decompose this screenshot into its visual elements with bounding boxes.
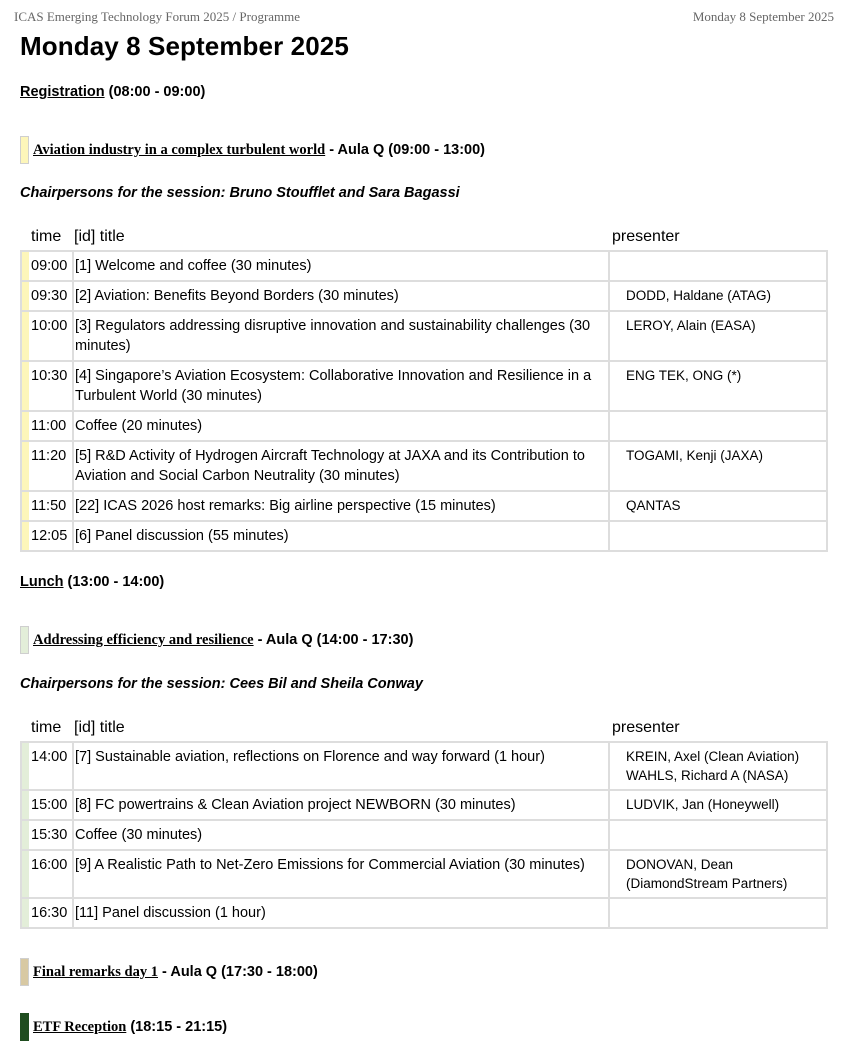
row-title: [22] ICAS 2026 host remarks: Big airline perspective (15 minutes): [73, 491, 609, 521]
row-presenter: [609, 311, 827, 361]
row-color-bar: [21, 820, 29, 850]
table-row: [21, 251, 827, 281]
table-header-row: [21, 715, 827, 742]
row-presenter: [609, 491, 827, 521]
row-title: [4] Singapore’s Aviation Ecosystem: Collaborative Innovation and Resilience in a Turbulent World (30 minutes): [73, 361, 609, 411]
row-presenter: [609, 742, 827, 790]
presenter-name: QANTAS: [626, 498, 681, 513]
session-programme-table: [20, 224, 828, 552]
presenter-name: DONOVAN, Dean (DiamondStream Partners): [626, 857, 788, 891]
presenter-name: WAHLS, Richard A (NASA): [626, 768, 789, 783]
row-presenter: [609, 251, 827, 281]
row-color-bar: [21, 742, 29, 790]
row-title: [9] A Realistic Path to Net-Zero Emissions for Commercial Aviation (30 minutes): [73, 850, 609, 898]
row-color-bar: [21, 411, 29, 441]
row-color-bar: [21, 251, 29, 281]
session-chairs: Chairpersons for the session: Cees Bil and Sheila Conway: [20, 676, 423, 692]
row-title: [5] R&D Activity of Hydrogen Aircraft Technology at JAXA and its Contribution to Aviation and Social Carbon Neutrality (30 minutes): [73, 441, 609, 491]
row-time: 11:50: [29, 491, 73, 521]
row-color-bar: [21, 361, 29, 411]
row-time: 09:00: [29, 251, 73, 281]
table-body: [21, 742, 827, 928]
table-row: [21, 820, 827, 850]
reception-time: (18:15 - 21:15): [130, 1019, 228, 1035]
table-body: [21, 251, 827, 551]
row-color-bar: [21, 281, 29, 311]
row-presenter: [609, 281, 827, 311]
row-presenter: [609, 850, 827, 898]
row-presenter: [609, 441, 827, 491]
row-presenter: [609, 898, 827, 928]
row-time: 15:00: [29, 790, 73, 820]
session-chairs: Chairpersons for the session: Bruno Stoufflet and Sara Bagassi: [20, 185, 460, 201]
lunch-link[interactable]: Lunch: [20, 574, 64, 590]
session-programme-table: [20, 715, 828, 929]
row-time: 16:30: [29, 898, 73, 928]
row-time: 14:00: [29, 742, 73, 790]
lunch-line: [20, 574, 164, 590]
column-header-title: [id] title: [74, 719, 125, 736]
row-presenter: [609, 411, 827, 441]
row-title: [2] Aviation: Benefits Beyond Borders (30 minutes): [73, 281, 609, 311]
session-color-marker: [20, 958, 29, 986]
lunch-time: (13:00 - 14:00): [67, 574, 165, 590]
row-title: [3] Regulators addressing disruptive innovation and sustainability challenges (30 minutes): [73, 311, 609, 361]
row-title: Coffee (20 minutes): [73, 411, 609, 441]
registration-time: (08:00 - 09:00): [108, 84, 206, 100]
table-row: [21, 790, 827, 820]
row-color-bar: [21, 491, 29, 521]
row-time: 10:00: [29, 311, 73, 361]
registration-line: [20, 84, 205, 100]
row-presenter: [609, 820, 827, 850]
table-row: [21, 361, 827, 411]
row-color-bar: [21, 790, 29, 820]
table-row: [21, 850, 827, 898]
row-color-bar: [21, 441, 29, 491]
row-time: 15:30: [29, 820, 73, 850]
row-color-bar: [21, 521, 29, 551]
row-time: 10:30: [29, 361, 73, 411]
row-color-bar: [21, 850, 29, 898]
table-row: [21, 521, 827, 551]
row-title: Coffee (30 minutes): [73, 820, 609, 850]
final-remarks-location-time: - Aula Q (17:30 - 18:00): [162, 964, 318, 980]
row-color-bar: [21, 898, 29, 928]
table-row: [21, 311, 827, 361]
session-title-link[interactable]: Addressing efficiency and resilience: [33, 632, 254, 648]
column-header-time: time: [31, 228, 62, 245]
row-time: 16:00: [29, 850, 73, 898]
presenter-name: TOGAMI, Kenji (JAXA): [626, 448, 764, 463]
presenter-name: ENG TEK, ONG (*): [626, 368, 742, 383]
row-time: 11:20: [29, 441, 73, 491]
row-presenter: [609, 361, 827, 411]
reception-link[interactable]: ETF Reception: [33, 1019, 127, 1035]
final-remarks-link[interactable]: Final remarks day 1: [33, 964, 158, 980]
row-time: 12:05: [29, 521, 73, 551]
column-header-title: [id] title: [74, 228, 125, 245]
row-presenter: [609, 790, 827, 820]
table-row: [21, 898, 827, 928]
session-location-time: - Aula Q (14:00 - 17:30): [257, 632, 414, 648]
row-title: [7] Sustainable aviation, reflections on Florence and way forward (1 hour): [73, 742, 609, 790]
row-title: [6] Panel discussion (55 minutes): [73, 521, 609, 551]
table-header-row: [21, 224, 827, 251]
row-time: 11:00: [29, 411, 73, 441]
row-title: [11] Panel discussion (1 hour): [73, 898, 609, 928]
breadcrumb[interactable]: ICAS Emerging Technology Forum 2025 / Programme: [14, 9, 301, 24]
session-location-time: - Aula Q (09:00 - 13:00): [329, 142, 486, 158]
session-title-link[interactable]: Aviation industry in a complex turbulent world: [33, 142, 326, 158]
row-presenter: [609, 521, 827, 551]
column-header-presenter: presenter: [612, 719, 680, 736]
presenter-name: LEROY, Alain (EASA): [626, 318, 756, 333]
table-row: [21, 441, 827, 491]
table-row: [21, 742, 827, 790]
header-date: Monday 8 September 2025: [692, 9, 834, 24]
presenter-name: LUDVIK, Jan (Honeywell): [626, 797, 780, 812]
session-color-marker: [20, 626, 29, 654]
row-title: [8] FC powertrains & Clean Aviation project NEWBORN (30 minutes): [73, 790, 609, 820]
table-row: [21, 411, 827, 441]
registration-link[interactable]: Registration: [20, 84, 105, 100]
session-color-marker: [20, 1013, 29, 1041]
presenter-name: DODD, Haldane (ATAG): [626, 288, 772, 303]
row-title: [1] Welcome and coffee (30 minutes): [73, 251, 609, 281]
presenter-name: KREIN, Axel (Clean Aviation): [626, 749, 800, 764]
session-color-marker: [20, 136, 29, 164]
column-header-time: time: [31, 719, 62, 736]
column-header-presenter: presenter: [612, 228, 680, 245]
row-time: 09:30: [29, 281, 73, 311]
row-color-bar: [21, 311, 29, 361]
table-row: [21, 281, 827, 311]
table-row: [21, 491, 827, 521]
page-title: Monday 8 September 2025: [20, 31, 349, 61]
